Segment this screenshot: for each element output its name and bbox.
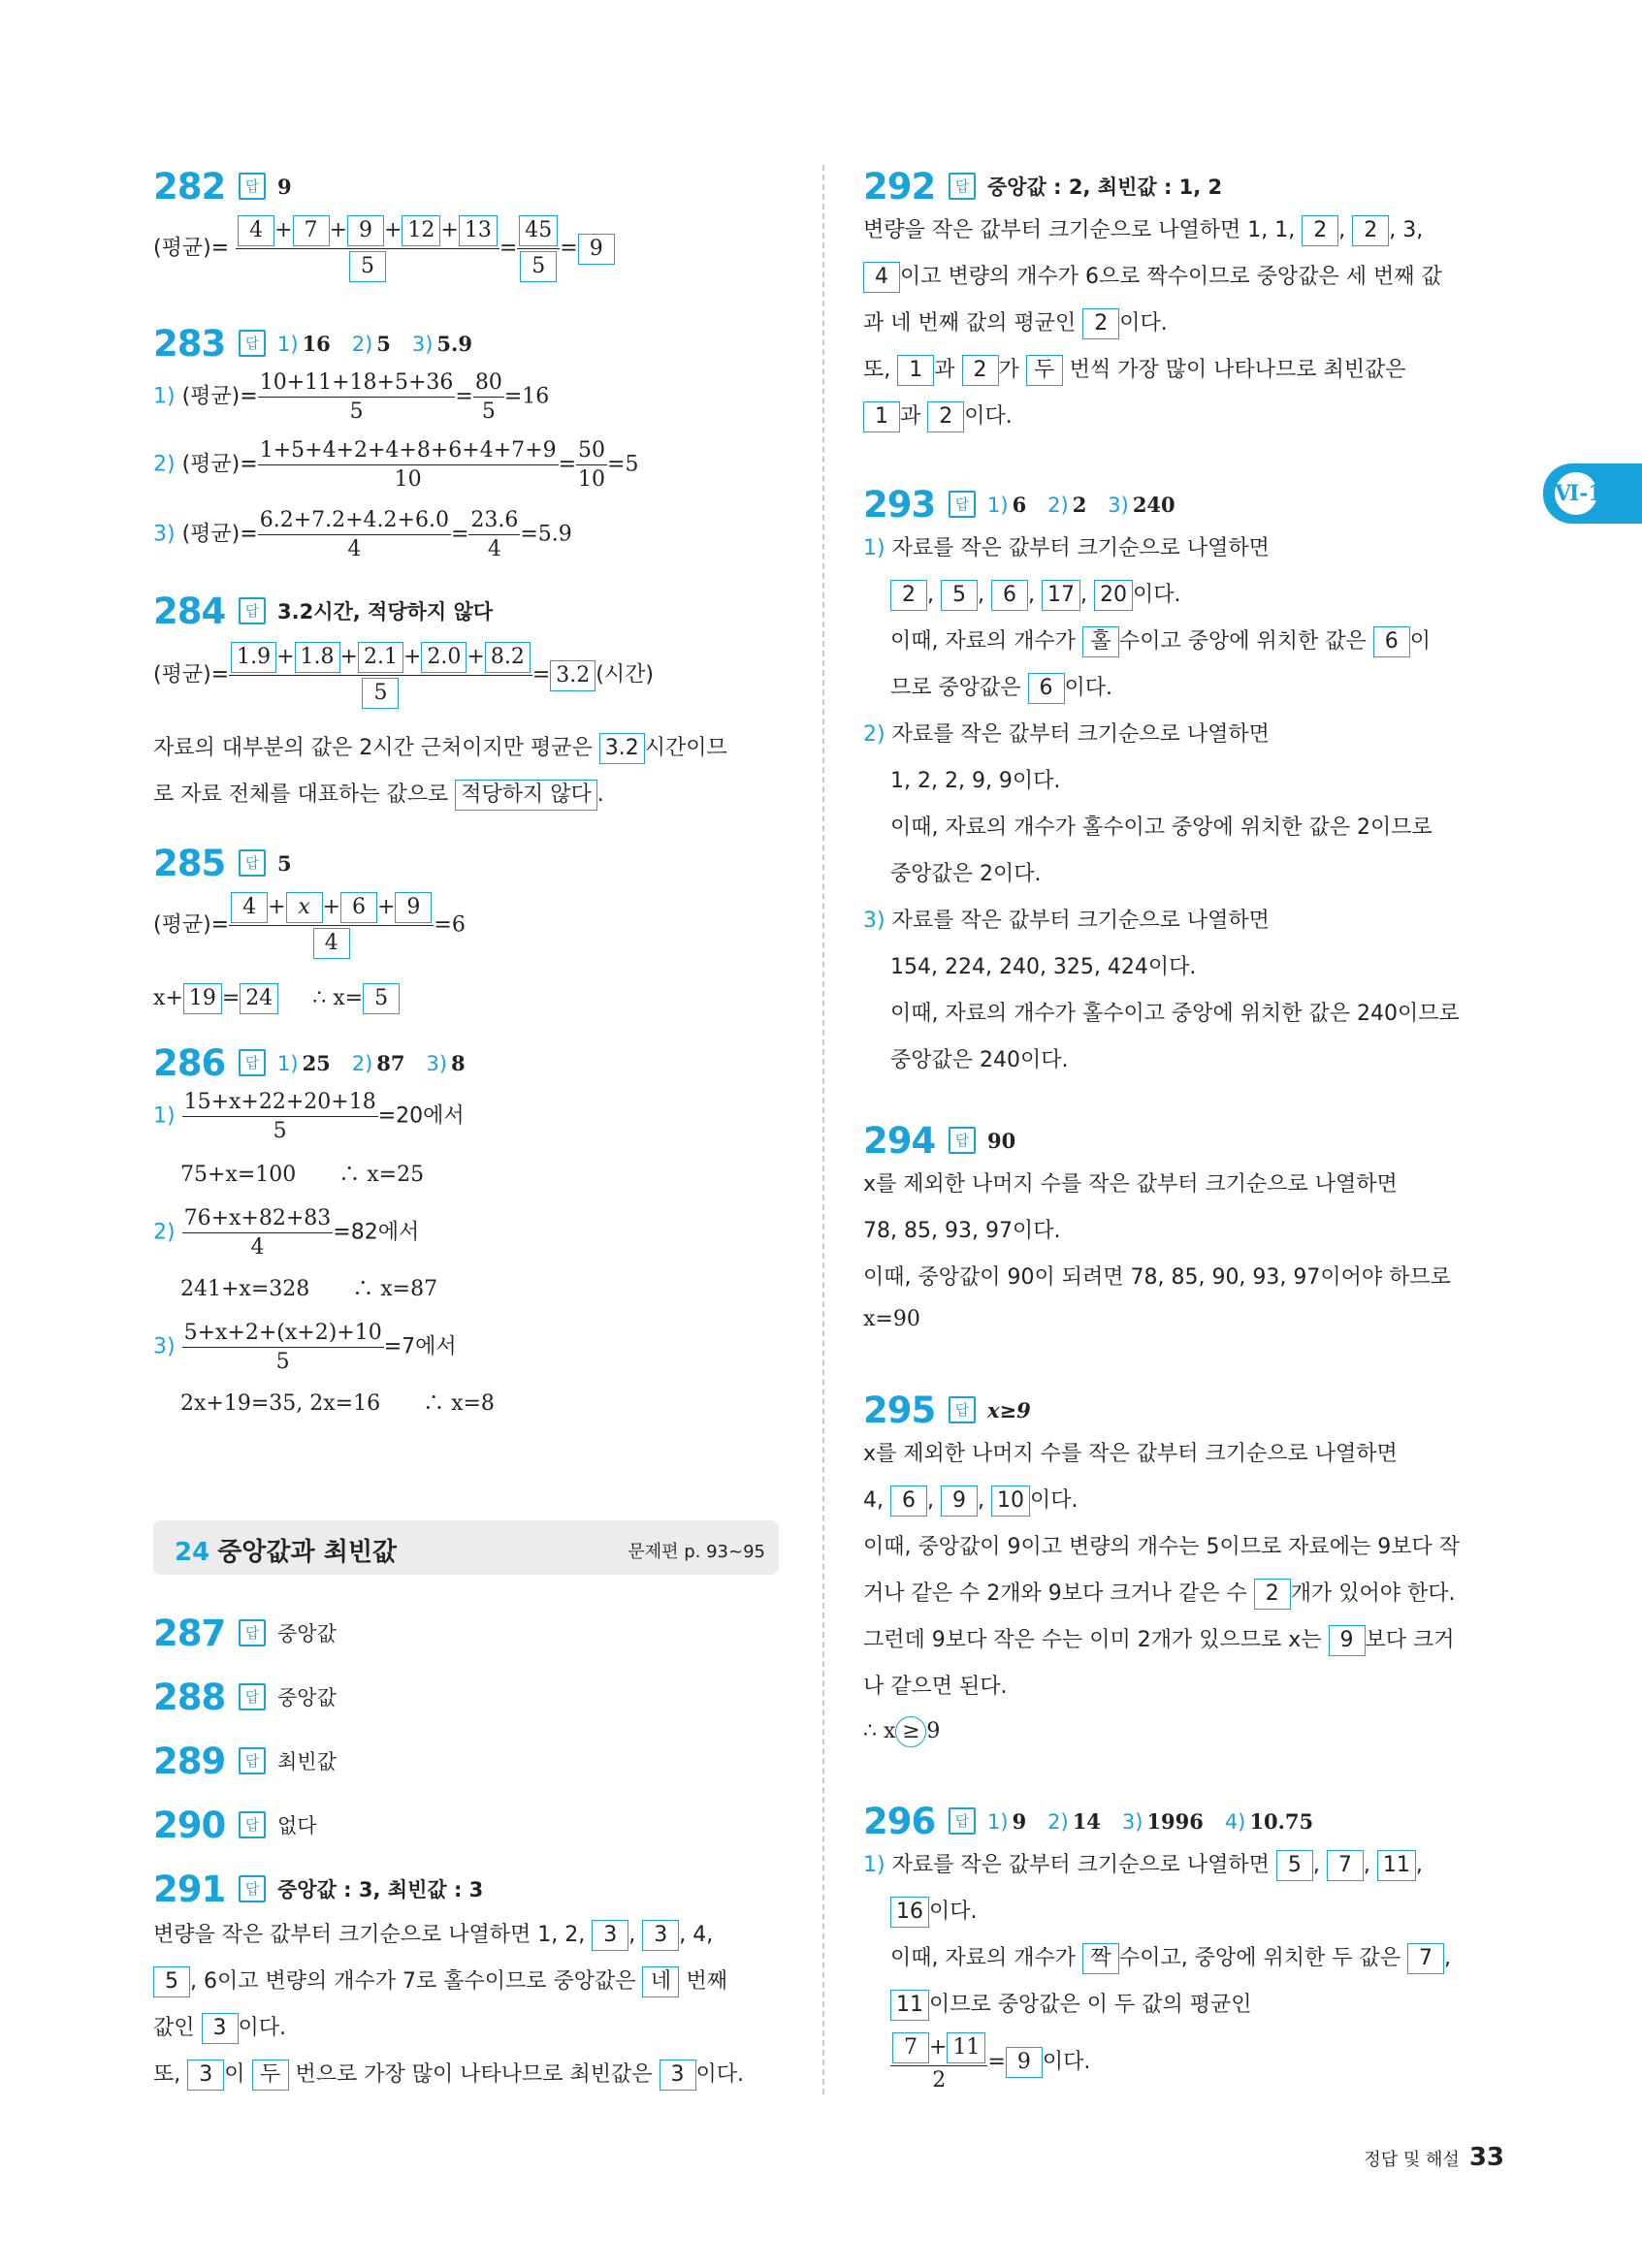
answer: 최빈값 <box>277 1750 337 1773</box>
blank-box: 4 <box>231 892 268 923</box>
text-line: 과 네 번째 값의 평균인 2 이다. <box>863 306 1168 339</box>
problem-286 <box>153 1039 784 1416</box>
blank-box: 1.8 <box>295 642 340 673</box>
chapter-tab-label: Ⅵ-1 <box>1555 472 1597 515</box>
problem-289 <box>153 1738 784 1784</box>
blank-box: 7 <box>1327 1850 1364 1881</box>
formula-line: 3) $\frac{5+x+2+(x+2)+10}{5}$ =7에서 <box>153 1321 457 1374</box>
text-line: 4 이고 변량의 개수가 6으로 짝수이므로 중앙값은 세 번째 값 <box>863 260 1442 293</box>
answer: 1) 9 2) 14 3) 1996 4) 10.75 <box>987 1808 1314 1834</box>
text-line: 5 , 6이고 변량의 개수가 7로 홀수이므로 중앙값은 네 번째 <box>153 1965 727 1997</box>
text-line: 1) 자료를 작은 값부터 크기순으로 나열하면 <box>863 536 1270 560</box>
blank-box: 9 <box>1329 1625 1366 1656</box>
text-line: x=90 <box>863 1307 920 1331</box>
formula-line: 2) $\frac{76+x+82+83}{4}$ =82에서 <box>153 1206 420 1260</box>
problem-295 <box>863 1387 1494 1743</box>
blank-box: 2 <box>1302 215 1338 246</box>
column-divider <box>822 165 824 2094</box>
answer-icon: 답 <box>239 1811 266 1838</box>
blank-box: 5 <box>349 251 386 282</box>
blank-box: 9 <box>1006 2047 1043 2078</box>
blank-box: 2 <box>962 355 999 386</box>
formula-line: (평균)= $\frac{4 + 7 + 9 + 12 + 13}{5}$ = $\frac{45}{5}$ = 9 <box>153 215 615 282</box>
blank-box: 16 <box>890 1897 929 1928</box>
blank-box: 3 <box>202 2013 239 2044</box>
text-line: 1 과 2 이다. <box>863 399 1013 432</box>
text-line: 이때, 자료의 개수가 홀수이고 중앙에 위치한 값은 240이므로 <box>890 1002 1460 1026</box>
blank-box: 짝 <box>1082 1943 1119 1974</box>
text-line: x를 제외한 나머지 수를 작은 값부터 크기순으로 나열하면 <box>863 1172 1398 1197</box>
text-line: 또, 1 과 2 가 두 번씩 가장 많이 나타나므로 최빈값은 <box>863 353 1406 386</box>
blank-box: 5 <box>363 983 400 1014</box>
blank-box: 3.2 <box>599 733 645 764</box>
blank-box: 5 <box>520 251 557 282</box>
blank-box: 5 <box>941 580 978 611</box>
blank-box: 3 <box>592 1920 628 1951</box>
text-line: 2 , 5 , 6 , 17 , 20 이다. <box>890 578 1181 611</box>
text-line: 이때, 자료의 개수가 홀수이고 중앙에 위치한 값은 2이므로 <box>890 815 1433 840</box>
answer: 9 <box>277 174 292 199</box>
blank-box: 19 <box>183 983 222 1014</box>
text-line: 중앙값은 2이다. <box>890 862 1042 886</box>
formula-line: 241+x=328 ∴ x=87 <box>180 1277 438 1301</box>
text-line: x를 제외한 나머지 수를 작은 값부터 크기순으로 나열하면 <box>863 1442 1398 1466</box>
blank-box: 3 <box>187 2060 224 2091</box>
problem-283 <box>153 320 784 561</box>
text-line: 1, 2, 2, 9, 9이다. <box>890 769 1061 793</box>
blank-box: 2 <box>1254 1579 1291 1610</box>
formula-line: 75+x=100 ∴ x=25 <box>180 1163 425 1187</box>
text-line: 로 자료 전체를 대표하는 값으로 적당하지 않다 . <box>153 778 604 811</box>
answer-icon: 답 <box>239 1875 266 1902</box>
text-line: 거나 같은 수 2개와 9보다 크거나 같은 수 2 개가 있어야 한다. <box>863 1577 1455 1610</box>
blank-box: 4 <box>313 928 350 959</box>
problem-number: 292 <box>863 165 936 208</box>
text-line: 이때, 중앙값이 90이 되려면 78, 85, 90, 93, 97이어야 하므로 <box>863 1265 1451 1290</box>
answer: 중앙값 <box>277 1686 337 1709</box>
problem-number: 291 <box>153 1868 226 1910</box>
blank-box: 45 <box>519 215 558 246</box>
blank-box: 6 <box>890 1485 927 1517</box>
blank-box: 9 <box>941 1485 978 1517</box>
formula-line: x+ 19 = 24 ∴ x= 5 <box>153 983 400 1014</box>
section-number: 24 <box>175 1538 210 1567</box>
answer-icon: 답 <box>239 849 266 877</box>
text-line: 이때, 자료의 개수가 홀 수이고 중앙에 위치한 값은 6 이 <box>890 624 1431 657</box>
answer-icon: 답 <box>239 1619 266 1646</box>
text-line: 변량을 작은 값부터 크기순으로 나열하면 1, 2, 3 , 3 , 4, <box>153 1918 713 1951</box>
page-number: 33 <box>1468 2143 1504 2172</box>
answer-icon: 답 <box>239 1049 266 1076</box>
blank-box: 4 <box>238 215 274 246</box>
answer-icon: 답 <box>239 1747 266 1774</box>
blank-box: 2 <box>1082 308 1119 339</box>
problem-number: 287 <box>153 1612 226 1654</box>
answer: 중앙값 : 2, 최빈값 : 1, 2 <box>987 176 1223 199</box>
problem-number: 296 <box>863 1800 936 1842</box>
section-title: 중앙값과 최빈값 <box>217 1538 398 1567</box>
problem-293 <box>863 481 1494 1072</box>
problem-296 <box>863 1798 1494 2092</box>
problem-282 <box>153 163 784 278</box>
blank-box: 1.9 <box>231 642 276 673</box>
problem-288 <box>153 1674 784 1720</box>
blank-box: 11 <box>947 2032 985 2063</box>
blank-box: 7 <box>1407 1943 1444 1974</box>
blank-box: 3 <box>660 2060 696 2091</box>
answer: x≥9 <box>987 1397 1031 1422</box>
answer-icon: 답 <box>239 1683 266 1710</box>
answer: 90 <box>987 1128 1016 1153</box>
blank-box: 2 <box>890 580 927 611</box>
text-line: 값인 3 이다. <box>153 2011 286 2044</box>
problem-291 <box>153 1866 784 2087</box>
blank-box: 12 <box>402 215 440 246</box>
answer: 중앙값 <box>277 1622 337 1645</box>
answer-icon: 답 <box>949 1127 976 1154</box>
text-line: 또, 3 이 두 번으로 가장 많이 나타나므로 최빈값은 3 이다. <box>153 2058 744 2091</box>
formula-line: 2) (평균)= $\frac{1+5+4+2+4+8+6+4+7+9}{10}$ = $\frac{50}{10}$ =5 <box>153 438 639 492</box>
problem-number: 285 <box>153 842 226 884</box>
fraction <box>517 215 560 282</box>
blank-box: 1 <box>863 401 900 432</box>
problem-number: 294 <box>863 1119 936 1162</box>
footer-label: 정답 및 해설 <box>1364 2150 1460 2170</box>
answer: 1) 6 2) 2 3) 240 <box>987 492 1175 517</box>
answer: 없다 <box>277 1814 317 1837</box>
problem-284 <box>153 588 784 807</box>
blank-box: 17 <box>1042 580 1080 611</box>
avg-label: (평균)= <box>153 236 230 261</box>
blank-box: 6 <box>340 892 377 923</box>
blank-box: 4 <box>863 262 900 293</box>
problem-292 <box>863 163 1494 429</box>
blank-box: 7 <box>892 2032 929 2063</box>
blank-box: 8.2 <box>485 642 531 673</box>
text-line: 중앙값은 240이다. <box>890 1048 1069 1072</box>
text-line: 자료의 대부분의 값은 2시간 근처이지만 평균은 3.2 시간이므 <box>153 731 727 764</box>
blank-box: 3 <box>642 1920 679 1951</box>
blank-box: 7 <box>293 215 330 246</box>
text-line: 이때, 중앙값이 9이고 변량의 개수는 5이므로 자료에는 9보다 작 <box>863 1535 1460 1559</box>
blank-box: 네 <box>642 1966 679 1997</box>
text-line: 변량을 작은 값부터 크기순으로 나열하면 1, 1, 2 , 2 , 3, <box>863 213 1423 246</box>
formula-line: 1) (평균)= $\frac{10+11+18+5+36}{5}$ = $\frac{80}{5}$ =16 <box>153 370 550 424</box>
blank-box: 11 <box>890 1990 929 2021</box>
problem-number: 284 <box>153 590 226 632</box>
fraction: $\frac{4 + 7 + 9 + 12 + 13}{5}$ <box>236 215 499 282</box>
problem-number: 282 <box>153 165 226 208</box>
problem-290 <box>153 1802 784 1848</box>
blank-box: 5 <box>153 1966 190 1997</box>
blank-box: 적당하지 않다 <box>455 780 597 811</box>
problem-number: 293 <box>863 483 936 526</box>
circled-symbol: ≥ <box>895 1716 926 1747</box>
answer-icon: 답 <box>949 491 976 518</box>
text-line: 나 같으면 된다. <box>863 1675 1008 1699</box>
text-line: 1) 자료를 작은 값부터 크기순으로 나열하면 5 , 7 , 11 , <box>863 1848 1423 1881</box>
blank-box: 6 <box>1028 673 1065 704</box>
blank-box: 6 <box>991 580 1028 611</box>
formula-line: 3) (평균)= $\frac{6.2+7.2+4.2+6.0}{4}$ = $\frac{23.6}{4}$ =5.9 <box>153 508 572 561</box>
text-line: 154, 224, 240, 325, 424이다. <box>890 955 1197 979</box>
formula-line: 1) $\frac{15+x+22+20+18}{5}$ =20에서 <box>153 1090 465 1143</box>
problem-294 <box>863 1117 1494 1331</box>
blank-box: 13 <box>459 215 498 246</box>
text-line: 16 이다. <box>890 1895 978 1928</box>
problem-285 <box>153 840 784 1010</box>
problem-number: 283 <box>153 322 226 365</box>
text-line: ∴ x ≥ 9 <box>863 1716 940 1747</box>
answer: 1) 16 2) 5 3) 5.9 <box>277 331 472 356</box>
problem-number: 290 <box>153 1804 226 1846</box>
problem-number: 289 <box>153 1740 226 1782</box>
answer: 5 <box>277 850 292 876</box>
blank-box: 11 <box>1377 1850 1416 1881</box>
blank-box: 9 <box>347 215 384 246</box>
section-page-ref: 문제편 p. 93~95 <box>628 1542 765 1562</box>
blank-box: 9 <box>578 234 615 265</box>
formula-line: $\frac{7 + 11}{2}$ = 9 이다. <box>890 2032 1090 2092</box>
blank-box: 5 <box>1276 1850 1313 1881</box>
text-line: 11 이므로 중앙값은 이 두 값의 평균인 <box>890 1988 1252 2021</box>
text-line: 이때, 자료의 개수가 짝 수이고, 중앙에 위치한 두 값은 7 , <box>890 1941 1451 1974</box>
text-line: 4, 6 , 9 , 10 이다. <box>863 1484 1079 1517</box>
formula-line: (평균)= $\frac{1.9 + 1.8 + 2.1 + 2.0 + 8.2}{5}$ = 3.2 (시간) <box>153 642 654 709</box>
answer-icon: 답 <box>949 173 976 200</box>
blank-box: 10 <box>991 1485 1030 1517</box>
answer-icon: 답 <box>239 330 266 357</box>
blank-box: 2.0 <box>421 642 467 673</box>
answer: 1) 25 2) 87 3) 8 <box>277 1050 466 1075</box>
formula-line: 2x+19=35, 2x=16 ∴ x=8 <box>180 1391 495 1416</box>
problem-number: 295 <box>863 1389 936 1431</box>
blank-box: 홀 <box>1082 626 1119 657</box>
answer-icon: 답 <box>949 1807 976 1835</box>
text-line: 므로 중앙값은 6 이다. <box>890 671 1112 704</box>
chapter-tab <box>1543 463 1642 524</box>
answer-icon: 답 <box>949 1396 976 1423</box>
answer: 중앙값 : 3, 최빈값 : 3 <box>277 1878 484 1901</box>
text-line: 3) 자료를 작은 값부터 크기순으로 나열하면 <box>863 909 1270 933</box>
answer: 3.2시간, 적당하지 않다 <box>277 600 494 623</box>
text-line: 2) 자료를 작은 값부터 크기순으로 나열하면 <box>863 722 1270 747</box>
blank-box: 5 <box>362 678 399 709</box>
text-line: 78, 85, 93, 97이다. <box>863 1219 1061 1243</box>
blank-box: 6 <box>1373 626 1410 657</box>
blank-box: 2 <box>1352 215 1389 246</box>
blank-box: 24 <box>240 983 278 1014</box>
blank-box: 1 <box>897 355 934 386</box>
blank-box: 2 <box>927 401 964 432</box>
page-footer <box>1364 2143 1504 2172</box>
problem-number: 288 <box>153 1676 226 1718</box>
blank-box: 9 <box>395 892 432 923</box>
formula-line: (평균)= $\frac{4 + x + 6 + 9}{4}$ =6 <box>153 892 466 959</box>
problem-287 <box>153 1610 784 1656</box>
blank-box: 두 <box>252 2060 289 2091</box>
blank-box: 3.2 <box>550 660 596 691</box>
answer-icon: 답 <box>239 597 266 624</box>
text-line: 그런데 9보다 작은 수는 이미 2개가 있으므로 x는 9 보다 크거 <box>863 1623 1455 1656</box>
answer-icon: 답 <box>239 173 266 200</box>
problem-number: 286 <box>153 1041 226 1084</box>
blank-box: 두 <box>1026 355 1063 386</box>
blank-box: 20 <box>1094 580 1133 611</box>
blank-box: x <box>286 892 323 923</box>
blank-box: 2.1 <box>358 642 403 673</box>
section-header <box>153 1520 779 1575</box>
